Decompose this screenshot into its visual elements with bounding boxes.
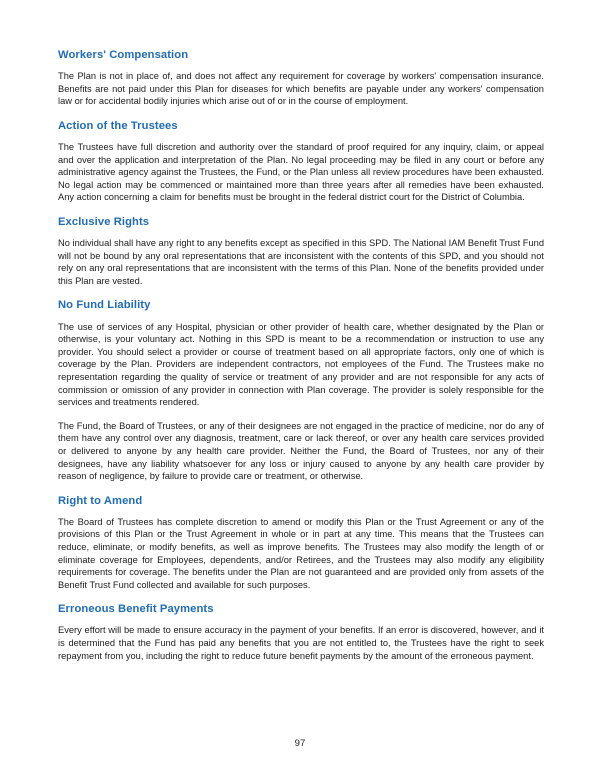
section-paragraph: The use of services of any Hospital, physician or other provider of health care, whether designated by the Plan or otherwise, is your voluntary act. Nothing in this SPD is meant to be a recommendation or instruction to use any provider. You should select a provider or course of treatment based on all appropriate factors, only one of which is coverage by the Plan. Providers are independent contractors, not employees of the Fund. The Trustees make no representation regarding the quality of service or treatment of any provider and are not responsible for any acts of commission or omission of any provider in connection with Plan coverage. The provider is solely responsible for the services and treatments rendered. xyxy=(58,321,544,408)
section-no-fund-liability xyxy=(58,298,544,482)
section-exclusive-rights xyxy=(58,215,544,287)
section-paragraph: The Trustees have full discretion and authority over the standard of proof required for any inquiry, claim, or appeal and over the application and interpretation of the Plan. No legal proceeding may be filed in any court or before any administrative agency against the Trustees, the Fund, or the Plan unless all review procedures have been exhausted. No legal action may be commenced or maintained more than three years after all remedies have been exhausted. Any action concerning a claim for benefits must be brought in the federal district court for the District of Columbia. xyxy=(58,142,544,203)
section-paragraph: The Fund, the Board of Trustees, or any of their designees are not engaged in the practice of medicine, nor do any of them have any control over any diagnosis, treatment, care or lack thereof, or over any health care services provided or delivered to anyone by any health care provider. Neither the Fund, the Board of Trustees, nor any of their designees, have any liability whatsoever for any loss or injury caused to anyone by any health care provider by reason of negligence, by failure to provide care or treatment, or otherwise. xyxy=(58,420,544,482)
section-heading: No Fund Liability xyxy=(58,299,151,312)
section-heading: Right to Amend xyxy=(58,494,143,507)
page-content xyxy=(58,48,544,662)
section-erroneous-benefit-payments xyxy=(58,602,544,662)
section-heading: Workers' Compensation xyxy=(58,49,189,61)
section-right-to-amend xyxy=(58,494,544,592)
section-heading: Erroneous Benefit Payments xyxy=(58,603,214,616)
section-paragraph: Every effort will be made to ensure accuracy in the payment of your benefits. If an error is discovered, however, and it is determined that the Fund has paid any benefits that you are not entitled to, the Trustees have the right to seek repayment from you, including the right to reduce future benefit payments by the amount of the erroneous payment. xyxy=(58,625,544,661)
section-paragraph: The Plan is not in place of, and does not affect any requirement for coverage by workers' compensation insurance. Benefits are not paid under this Plan for diseases for which benefits are payable under any workers' compensation law or for accidental bodily injuries which arise out of or in the course of employment. xyxy=(58,71,544,107)
section-heading: Exclusive Rights xyxy=(58,215,150,228)
section-paragraph: No individual shall have any right to any benefits except as specified in this SPD. The National IAM Benefit Trust Fund will not be bound by any oral representations that are inconsistent with the contents of this SPD, and you should not rely on any oral representations that are inconsistent with the terms of this Plan. None of the benefits provided under this Plan are vested. xyxy=(58,238,544,286)
section-heading: Action of the Trustees xyxy=(58,119,178,132)
page-number: 97 xyxy=(294,738,306,749)
section-paragraph: The Board of Trustees has complete discretion to amend or modify this Plan or the Trust Agreement or any of the provisions of this Plan or the Trust Agreement in whole or in part at any time. This means that the Trustees can reduce, eliminate, or modify benefits, as well as improve benefits. The Trustees may also modify the length of or eliminate coverage for Employees, dependents, and/or Retirees, and the Trustees may also modify any eligibility requirements for coverage. The benefits under the Plan are not guaranteed and are provided only from assets of the Benefit Trust Fund collected and available for such purposes. xyxy=(58,516,544,590)
section-workers-compensation xyxy=(58,48,544,108)
section-action-of-the-trustees xyxy=(58,119,544,204)
